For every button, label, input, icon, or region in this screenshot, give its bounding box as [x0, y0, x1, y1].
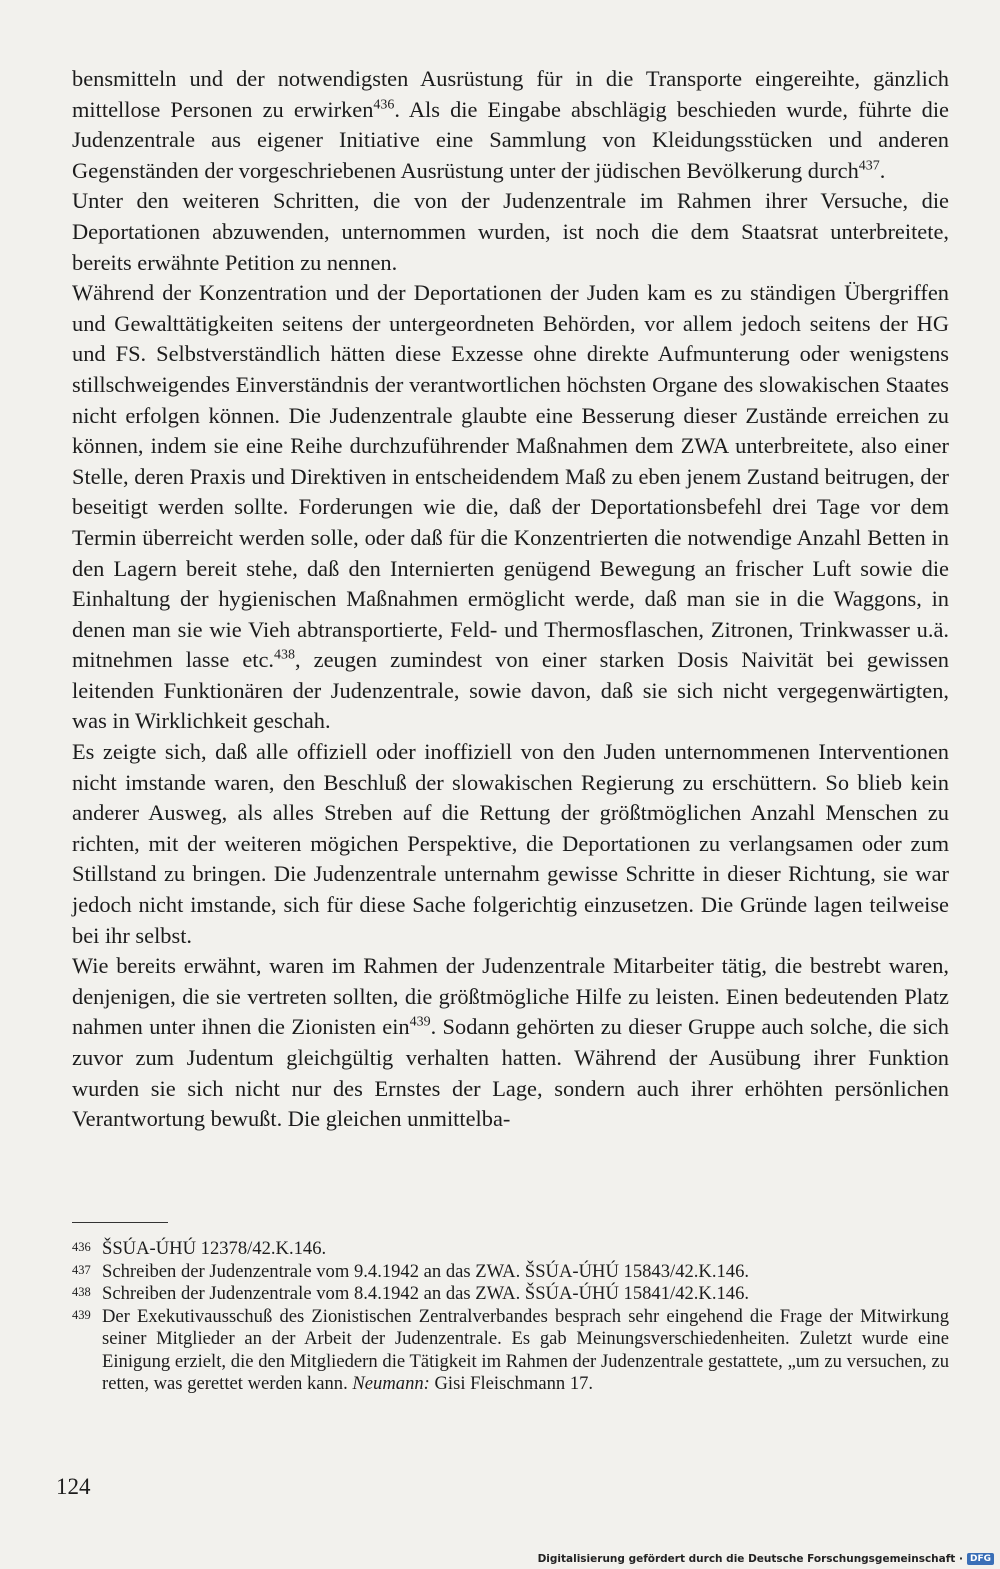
footnote-number: 436: [72, 1240, 91, 1254]
footnote-number: 439: [72, 1307, 91, 1322]
paragraph-5: [72, 951, 949, 1135]
footnote-ref-439[interactable]: 439: [409, 1014, 431, 1030]
text-run: Gisi Fleischmann 17.: [429, 1373, 594, 1394]
footnote-number: 437: [72, 1262, 91, 1277]
footnotes: [72, 1238, 949, 1396]
text-run: Wie bereits erwähnt, waren im Rahmen der Judenzentrale Mitarbeiter tätig, die bestrebt waren, denjenigen, die sie vertreten sollten, die größtmögliche Hilfe zu leisten. Einen bedeutenden Platz nahmen unter ihnen die Zionisten ein: [72, 953, 949, 1040]
footnote-ref-437[interactable]: 437: [858, 158, 880, 174]
page-content: [72, 64, 949, 1135]
body-text: [72, 64, 949, 1135]
footnote-ref-438[interactable]: 438: [274, 647, 296, 663]
paragraph-2: Unter den weiteren Schritten, die von der Judenzentrale im Rahmen ihrer Versuche, die Deportationen abzuwenden, unternommen wurden, ist noch die dem Staatsrat unterbreitete, bereits erwähnte Petition zu nennen.: [72, 188, 949, 275]
text-run: , zeugen zumindest von einer starken Dosis Naivität bei gewissen leitenden Funktionären der Judenzentrale, sowie davon, daß sie sich nicht vergegenwärtigten, was in Wirklichkeit geschah.: [72, 647, 950, 734]
footnote-438: [72, 1283, 949, 1306]
text-run: Während der Konzentration und der Deportationen der Juden kam es zu ständigen Übergriffen und Gewalttätigkeiten seitens der untergeordneten Behörden, vor allem jedoch seitens der HG und FS. Selbstverständlich hätten diese Exzesse ohne direkte Aufmunterung oder wenigstens stillschweigendes Einverständnis der verantwortlichen höchsten Organe des slowakischen Staates nicht erfolgen können. Die Judenzentrale glaubte eine Besserung dieser Zustände erreichen zu können, indem sie eine Reihe durchzuführender Maßnahmen dem ZWA unterbreitete, also einer Stelle, deren Praxis und Direktiven in entscheidendem Maß zu eben jenem Zustand beitrugen, der beseitigt werden sollte. Forderungen wie die, daß der Deportationsbefehl drei Tage vor dem Termin überreicht werden solle, oder daß für die Konzentrierten die notwendige Anzahl Betten in den Lagern bereit stehe, daß den Internierten genügend Bewegung an frischer Luft sowie die Einhaltung der hygienischen Maßnahmen ermöglicht werde, daß man sie in die Waggons, in denen man sie wie Vieh abtransportierte, Feld- und Thermosflaschen, Zitronen, Trinkwasser u.ä. mitnehmen lasse etc.: [72, 280, 949, 673]
text-run: bensmitteln und der notwendigsten Ausrüstung für in die Transporte eingereihte, gänzlich mittellose Personen zu erwirken: [72, 66, 949, 122]
footnote-439: [72, 1306, 949, 1396]
page-number: 124: [56, 1474, 91, 1499]
text-run: .: [879, 157, 886, 183]
dfg-logo-icon: DFG: [967, 1553, 994, 1565]
text-run: . Sodann gehörten zu dieser Gruppe auch solche, die sich zuvor zum Judentum gleichgültig verhalten hatten. Während der Ausübung ihrer Funktion wurden sie sich nicht nur des Ernstes der Lage, sondern auch ihrer erhöhten persönlichen Verantwortung bewußt. Die gleichen unmittelba-: [72, 1014, 949, 1132]
digitization-notice-text: Digitalisierung gefördert durch die Deutsche Forschungsgemeinschaft ·: [537, 1553, 963, 1565]
paragraph-3: [72, 278, 949, 737]
digitization-notice: [538, 1553, 994, 1565]
footnote-ref-436[interactable]: 436: [373, 97, 395, 113]
footnote-text: Schreiben der Judenzentrale vom 9.4.1942 an das ZWA. ŠSÚA-ÚHÚ 15843/42.K.146.: [102, 1260, 750, 1282]
footnote-text: [102, 1306, 949, 1396]
text-run: Der Exekutivausschuß des Zionistischen Zentralverbandes besprach sehr eingehend die Frage der Mitwirkung seiner Mitglieder an der Arbeit der Judenzentrale. Es gab Meinungsverschiedenheiten. Zuletzt wurde eine Einigung erzielt, die den Mitgliedern die Tätigkeit im Rahmen der Judenzentrale gestattete, „um zu versuchen, zu retten, was gerettet werden kann.: [102, 1305, 949, 1394]
footnote-437: [72, 1261, 949, 1284]
footnote-text: ŠSÚA-ÚHÚ 12378/42.K.146.: [102, 1238, 327, 1259]
paragraph-1: [72, 64, 949, 186]
footnote-number: 438: [72, 1285, 91, 1299]
paragraph-4: Es zeigte sich, daß alle offiziell oder inoffiziell von den Juden unternommenen Interventionen nicht imstande waren, den Beschluß der slowakischen Regierung zu erschüttern. So blieb kein anderer Ausweg, als alles Streben auf die Rettung der größtmöglichen Anzahl Menschen zu richten, mit der weiteren mögichen Perspektive, die Deportationen zu verlangsamen oder zum Stillstand zu bringen. Die Judenzentrale unternahm gewisse Schritte in dieser Richtung, sie war jedoch nicht imstande, sich für diese Sache folgerichtig einzusetzen. Die Gründe lagen teilweise bei ihr selbst.: [72, 739, 949, 948]
footnote-text: Schreiben der Judenzentrale vom 8.4.1942 an das ZWA. ŠSÚA-ÚHÚ 15841/42.K.146.: [102, 1283, 750, 1304]
footnote-divider: [72, 1222, 168, 1223]
text-run: . Als die Eingabe abschlägig beschieden wurde, führte die Judenzentrale aus eigener Initiative eine Sammlung von Kleidungsstücken und anderen Gegenständen der vorgeschriebenen Ausrüstung unter der jüdischen Bevölkerung durch: [72, 96, 949, 183]
footnote-436: [72, 1238, 949, 1261]
author-name: Neumann:: [352, 1373, 430, 1394]
